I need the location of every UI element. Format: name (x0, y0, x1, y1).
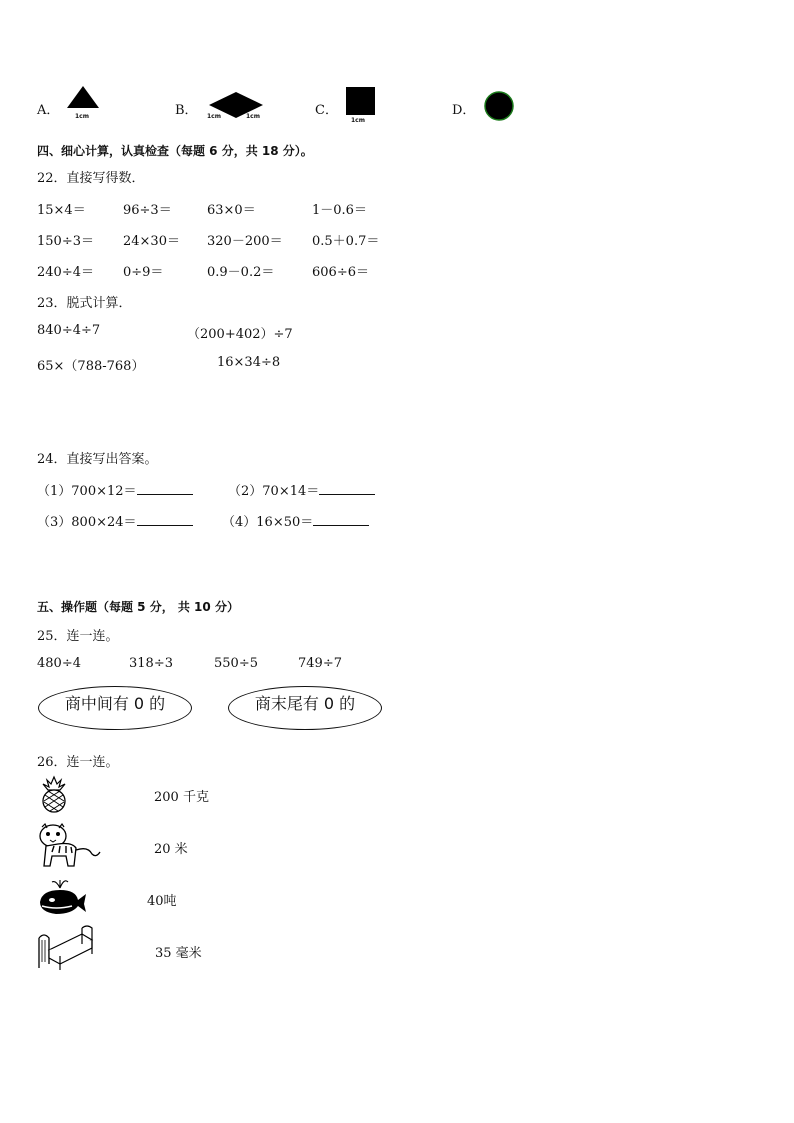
q25-expr-4[interactable]: 749÷7 (298, 656, 342, 671)
q24-item-3-text: （3）800×24＝ (37, 515, 137, 530)
option-c-unit: 1cm (351, 117, 365, 124)
whale-icon[interactable] (36, 876, 88, 916)
q25-oval-end-zero[interactable] (228, 686, 382, 730)
option-a-unit: 1cm (75, 113, 89, 120)
q25-expr-2[interactable]: 318÷3 (129, 656, 173, 671)
q22-r2c2: 24×30＝ (123, 234, 180, 249)
q25-oval-middle-zero-label: 商中间有 0 的 (64, 694, 166, 713)
q24-title: 24．直接写出答案。 (37, 452, 158, 467)
q24-item-1 (37, 480, 193, 499)
option-b-letter: B． (175, 103, 198, 118)
q24-item-2 (228, 480, 375, 499)
q23-title: 23．脱式计算． (37, 296, 132, 311)
q22-r3c4: 606÷6＝ (312, 265, 369, 280)
q22-r3c1: 240÷4＝ (37, 265, 94, 280)
q22-r1c2: 96÷3＝ (123, 203, 172, 218)
q23-item-2: （200+402）÷7 (187, 327, 293, 342)
square-icon (345, 86, 377, 116)
q22-r2c1: 150÷3＝ (37, 234, 94, 249)
q24-answer-1[interactable] (137, 482, 193, 495)
q25-oval-middle-zero[interactable] (38, 686, 192, 730)
option-d-letter: D． (452, 103, 476, 118)
bed-icon[interactable] (36, 924, 94, 970)
pineapple-icon[interactable] (36, 775, 72, 813)
q26-label-2[interactable]: 20 米 (154, 842, 188, 857)
q24-item-4 (222, 511, 369, 530)
q22-r1c1: 15×4＝ (37, 203, 86, 218)
q23-item-1: 840÷4÷7 (37, 323, 101, 338)
q24-item-2-text: （2）70×14＝ (228, 484, 320, 499)
q24-item-4-text: （4）16×50＝ (222, 515, 314, 530)
q24-answer-4[interactable] (313, 513, 369, 526)
q25-expr-3[interactable]: 550÷5 (214, 656, 258, 671)
option-c-letter: C． (315, 103, 338, 118)
q26-label-4[interactable]: 35 毫米 (155, 946, 202, 961)
q25-title: 25．连一连。 (37, 629, 119, 644)
q23-item-3: 65×（788-768） (37, 359, 145, 374)
q22-r2c4: 0.5＋0.7＝ (312, 234, 380, 249)
q22-r2c3: 320－200＝ (207, 234, 283, 249)
q24-answer-3[interactable] (137, 513, 193, 526)
section4-heading: 四、细心计算，认真检查（每题 6 分，共 18 分）。 (37, 144, 313, 158)
q22-r1c3: 63×0＝ (207, 203, 256, 218)
q25-oval-end-zero-label: 商末尾有 0 的 (254, 694, 356, 713)
circle-icon (483, 90, 515, 122)
q22-title: 22．直接写得数． (37, 171, 145, 186)
q22-r3c2: 0÷9＝ (123, 265, 164, 280)
q22-r1c4: 1－0.6＝ (312, 203, 367, 218)
q25-expr-1[interactable]: 480÷4 (37, 656, 81, 671)
section5-heading: 五、操作题（每题 5 分， 共 10 分） (37, 600, 239, 614)
option-a-letter: A． (37, 103, 60, 118)
q26-title: 26．连一连。 (37, 755, 119, 770)
q26-label-3[interactable]: 40吨 (147, 894, 177, 909)
q24-answer-2[interactable] (319, 482, 375, 495)
q24-item-3 (37, 511, 193, 530)
tiger-icon[interactable] (36, 822, 102, 870)
q22-r3c3: 0.9－0.2＝ (207, 265, 275, 280)
option-b-unit-left: 1cm (207, 113, 221, 120)
option-b-unit-right: 1cm (246, 113, 260, 120)
q24-item-1-text: （1）700×12＝ (37, 484, 137, 499)
q23-item-4: 16×34÷8 (217, 355, 281, 370)
q26-label-1[interactable]: 200 千克 (154, 790, 209, 805)
